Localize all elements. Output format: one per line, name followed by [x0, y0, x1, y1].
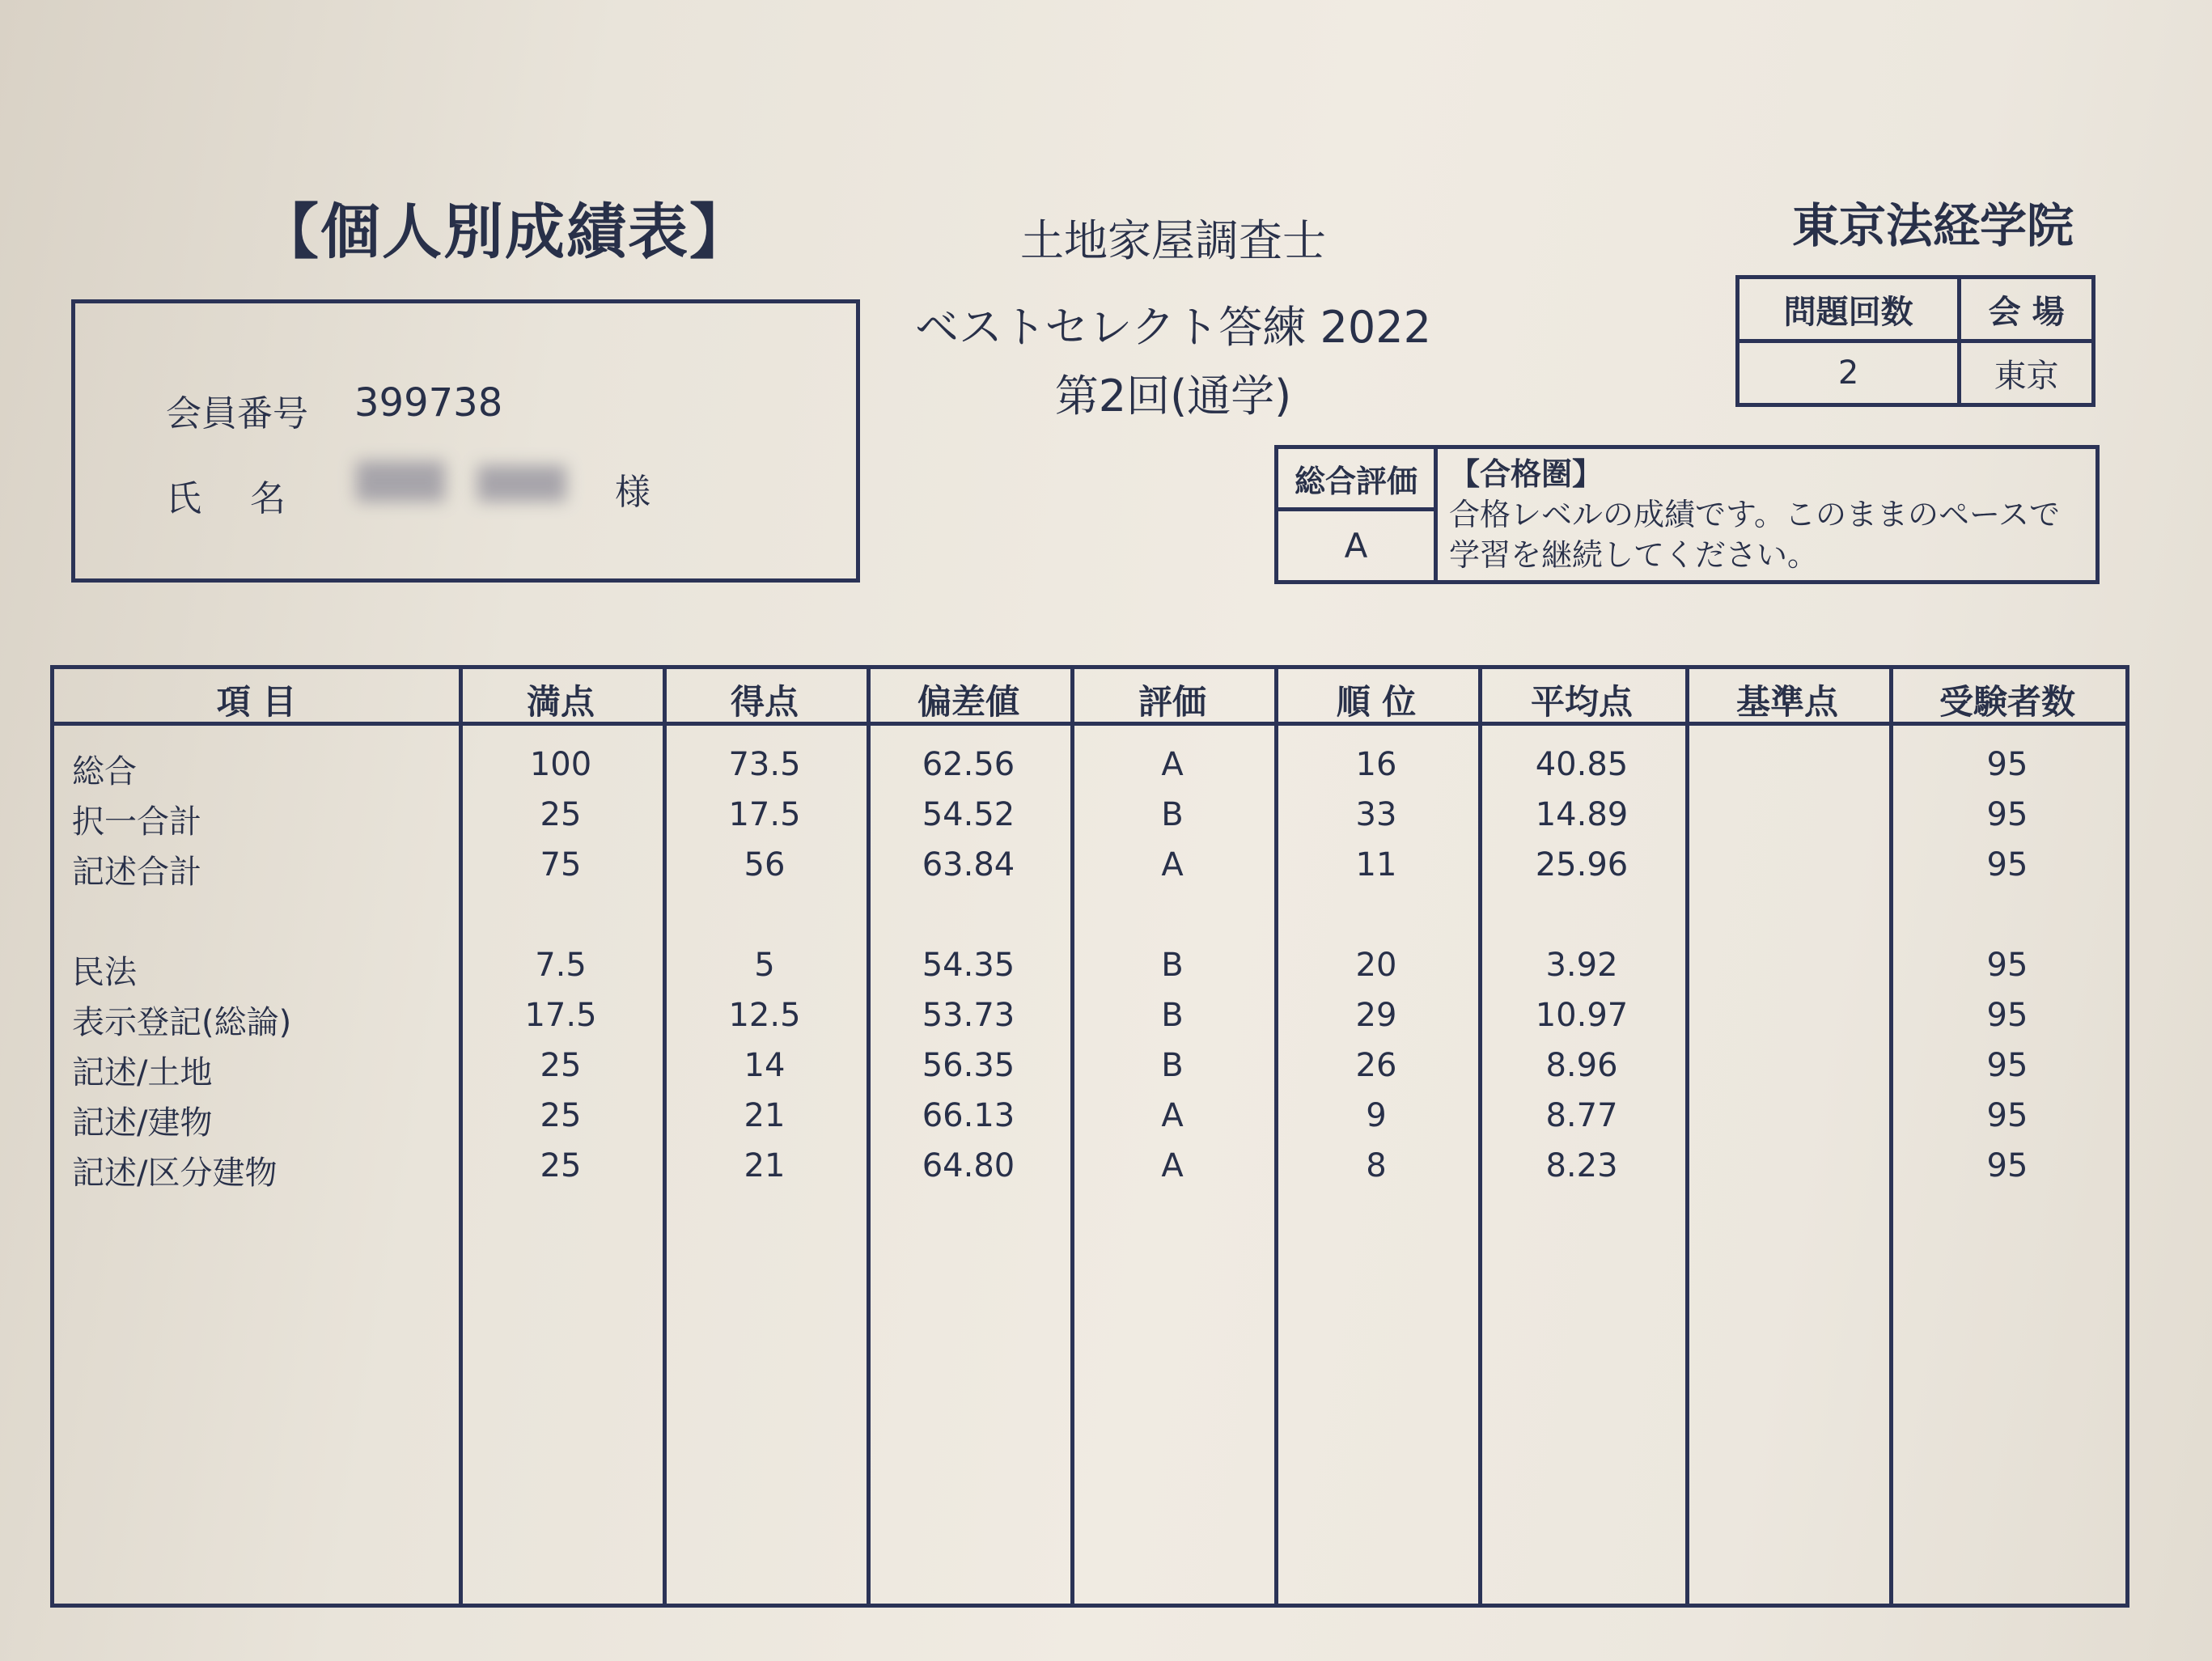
table-cell-item: 記述/区分建物 [72, 1155, 278, 1192]
table-cell-grade: B [1161, 947, 1184, 984]
exam-name: 土地家屋調査士 [1020, 215, 1326, 266]
table-cell-grade: A [1161, 1147, 1184, 1184]
column-header: 順 位 [1336, 682, 1417, 722]
column-header: 評価 [1138, 682, 1206, 722]
table-cell-item: 総合 [72, 753, 137, 790]
redacted-name-part [356, 461, 445, 502]
column-header: 平均点 [1530, 682, 1633, 722]
overall-eval-comment: 合格レベルの成績です。このままのペースで学習を継続してください。 [1449, 497, 2061, 573]
table-cell-examinees: 95 [1986, 746, 2028, 783]
table-cell-deviation: 63.84 [922, 846, 1015, 883]
table-cell-item: 表示登記(総論) [72, 1004, 292, 1041]
column-header: 偏差値 [917, 682, 1019, 722]
overall-eval-comment-title: 【合格圏】 [1449, 456, 1604, 492]
table-cell-rank: 29 [1355, 997, 1397, 1034]
table-cell-deviation: 54.35 [922, 947, 1015, 984]
table-cell-grade: B [1161, 1047, 1184, 1084]
column-header: 受験者数 [1939, 682, 2075, 722]
member-number-label: 会員番号 [166, 393, 308, 434]
session-info-table [1735, 275, 2095, 407]
table-cell-examinees: 95 [1986, 947, 2028, 984]
table-cell-full: 25 [540, 1097, 582, 1134]
name-label: 氏名 [166, 478, 334, 519]
table-cell-examinees: 95 [1986, 796, 2028, 833]
table-cell-rank: 8 [1366, 1147, 1387, 1184]
table-cell-average: 40.85 [1535, 746, 1629, 783]
overall-eval-label: 総合評価 [1277, 447, 1436, 510]
table-cell-deviation: 64.80 [922, 1147, 1015, 1184]
table-cell-examinees: 95 [1986, 997, 2028, 1034]
table-cell-grade: A [1161, 746, 1184, 783]
table-cell-grade: B [1161, 997, 1184, 1034]
table-cell-item: 記述/建物 [72, 1104, 213, 1142]
table-cell-average: 8.77 [1545, 1097, 1618, 1134]
table-cell-average: 10.97 [1535, 997, 1629, 1034]
table-cell-full: 7.5 [535, 947, 587, 984]
table-cell-rank: 11 [1355, 846, 1397, 883]
venue-value: 東京 [1960, 341, 2094, 405]
table-cell-deviation: 62.56 [922, 746, 1015, 783]
table-cell-deviation: 54.52 [922, 796, 1015, 833]
member-info-box [71, 299, 860, 583]
table-cell-full: 17.5 [524, 997, 597, 1034]
table-cell-score: 73.5 [728, 746, 801, 783]
column-header: 満点 [526, 682, 595, 722]
table-cell-full: 25 [540, 1047, 582, 1084]
table-cell-score: 21 [744, 1147, 786, 1184]
column-header: 項 目 [216, 682, 297, 722]
session-count-value: 2 [1738, 341, 1960, 405]
table-cell-score: 17.5 [728, 796, 801, 833]
table-cell-average: 25.96 [1535, 846, 1629, 883]
table-cell-score: 56 [744, 846, 786, 883]
score-table [50, 665, 2129, 1608]
member-number: 399738 [354, 380, 503, 426]
overall-evaluation-table [1274, 445, 2100, 584]
table-cell-average: 3.92 [1545, 947, 1618, 984]
school-name: 東京法経学院 [1792, 198, 2074, 253]
document-title: 【個人別成績表】 [259, 197, 751, 267]
table-cell-examinees: 95 [1986, 1047, 2028, 1084]
table-cell-score: 12.5 [728, 997, 801, 1034]
name-suffix: 様 [615, 472, 650, 513]
table-cell-item: 民法 [72, 954, 137, 991]
table-cell-grade: B [1161, 796, 1184, 833]
table-cell-examinees: 95 [1986, 1097, 2028, 1134]
column-header: 得点 [730, 682, 799, 722]
table-cell-score: 14 [744, 1047, 786, 1084]
column-divider [1685, 669, 1689, 1604]
table-cell-full: 75 [540, 846, 582, 883]
session-count-header: 問題回数 [1738, 278, 1960, 341]
table-cell-rank: 26 [1355, 1047, 1397, 1084]
overall-eval-comment-cell [1436, 447, 2098, 583]
table-cell-item: 記述合計 [72, 854, 201, 891]
table-cell-deviation: 53.73 [922, 997, 1015, 1034]
table-cell-rank: 33 [1355, 796, 1397, 833]
table-cell-deviation: 56.35 [922, 1047, 1015, 1084]
table-cell-deviation: 66.13 [922, 1097, 1015, 1134]
series-name: ベストセレクト答練 2022 [915, 302, 1431, 353]
table-cell-grade: A [1161, 1097, 1184, 1134]
table-cell-examinees: 95 [1986, 1147, 2028, 1184]
venue-header: 会 場 [1960, 278, 2094, 341]
table-cell-grade: A [1161, 846, 1184, 883]
session-name: 第2回(通学) [1054, 371, 1292, 422]
table-cell-item: 記述/土地 [72, 1054, 213, 1091]
table-cell-average: 8.23 [1545, 1147, 1618, 1184]
table-cell-full: 25 [540, 1147, 582, 1184]
table-cell-score: 5 [754, 947, 775, 984]
redacted-name-part [477, 465, 566, 502]
table-cell-score: 21 [744, 1097, 786, 1134]
table-cell-examinees: 95 [1986, 846, 2028, 883]
column-header: 基準点 [1735, 682, 1838, 722]
table-cell-full: 25 [540, 796, 582, 833]
table-cell-average: 8.96 [1545, 1047, 1618, 1084]
table-cell-rank: 20 [1355, 947, 1397, 984]
table-cell-rank: 9 [1366, 1097, 1387, 1134]
table-cell-rank: 16 [1355, 746, 1397, 783]
table-cell-average: 14.89 [1535, 796, 1629, 833]
table-cell-item: 択一合計 [72, 803, 201, 841]
table-cell-full: 100 [529, 746, 592, 783]
overall-eval-grade: A [1277, 510, 1436, 583]
